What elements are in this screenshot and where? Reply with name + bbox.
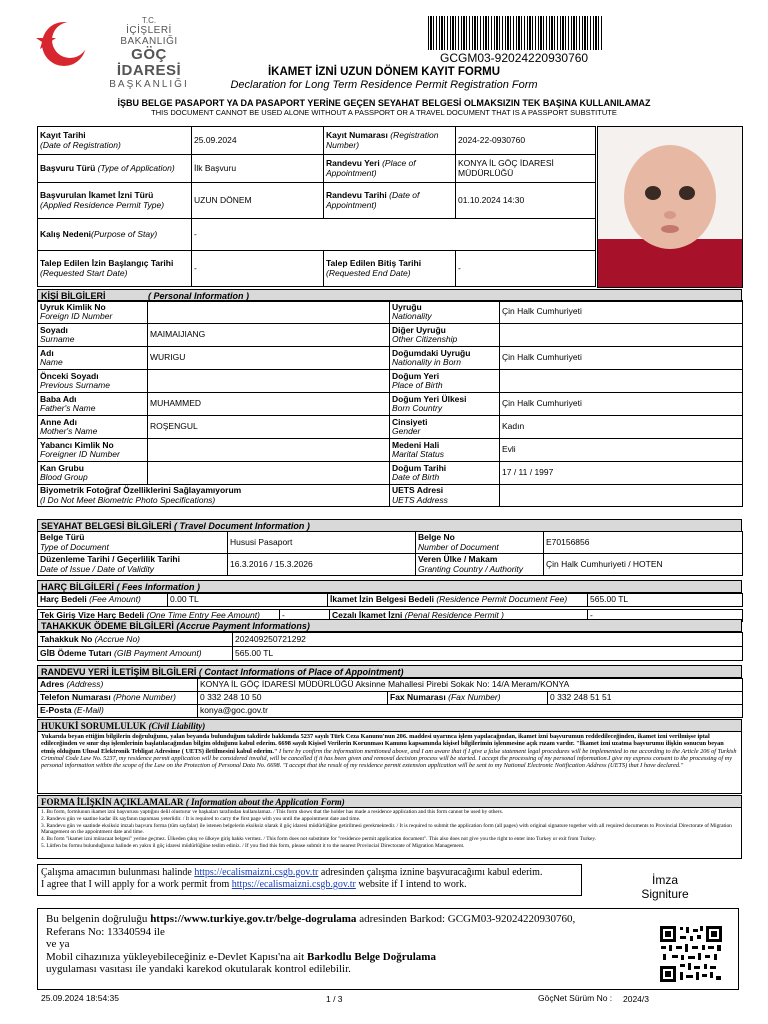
- fee-label: Harç Bedeli (Fee Amount): [38, 594, 168, 607]
- contact-header: RANDEVU YERİ İLETİŞİM BİLGİLERİ ( Contact Informations of Place of Appointment): [37, 665, 742, 678]
- address-value: KONYA İL GÖÇ İDARESİ MÜDÜRLÜĞÜ Aksinne Mahallesi Pirebi Sokak No: 14/A Meram/KONYA: [198, 679, 743, 692]
- form-note-item: 4. Bu form "ikamet izni müracaat belgesi" yerine geçmez. Ülkeden çıkış ve ülkeye giriş hakkı vermez. / This form does not substitute for "residence permit application document". This also does not give you the right to enter into Turkey or exit from Turkey.: [41, 836, 597, 843]
- personal-left-value: MAIMAIJIANG: [148, 324, 390, 347]
- visa-fee-label: Tek Giriş Vize Harç Bedeli (One Time Entry Fee Amount): [38, 609, 280, 622]
- personal-right-label: Doğum Tarihi Date of Birth: [390, 462, 500, 485]
- permit-fee-label: İkamet İzin Belgesi Bedeli (Residence Permit Document Fee): [328, 594, 588, 607]
- personal-left-label: Yabancı Kimlik No Foreigner ID Number: [38, 439, 148, 462]
- purpose-value: -: [192, 219, 596, 251]
- personal-right-value: [500, 485, 743, 507]
- appt-place-label: Randevu Yeri (Place of Appointment): [324, 155, 456, 183]
- personal-left-value: WURIGU: [148, 347, 390, 370]
- permit-fee-value: 565.00 TL: [588, 594, 743, 607]
- fax-label: Fax Numarası (Fax Number): [388, 692, 548, 705]
- gib-amount-label: GİB Ödeme Tutarı (GIB Payment Amount): [38, 647, 233, 661]
- end-date-value: -: [456, 251, 596, 287]
- doc-no-value: E70156856: [544, 532, 743, 554]
- personal-left-label: Baba Adı Father's Name: [38, 393, 148, 416]
- work-permit-link-en[interactable]: https://ecalismaizni.csgb.gov.tr: [231, 879, 356, 890]
- qr-code-icon: [658, 924, 724, 984]
- personal-right-value: Evli: [500, 439, 743, 462]
- personal-right-label: Uyruğu Nationality: [390, 301, 500, 324]
- accrue-header: TAHAKKUK ÖDEME BİLGİLERİ (Accrue Payment Informations): [37, 619, 742, 632]
- personal-left-value: [148, 439, 390, 462]
- personal-info-row: [38, 485, 743, 507]
- personal-left-label: Önceki Soyadı Previous Surname: [38, 370, 148, 393]
- personal-right-label: Diğer Uyruğu Other Citizenship: [390, 324, 500, 347]
- ministry-logo-text: T.C. İÇİŞLERİ BAKANLIĞI GÖÇ İDARESİ BAŞKANLIĞI: [109, 16, 189, 90]
- doc-type-label: Belge Türü Type of Document: [38, 532, 228, 554]
- appt-date-label: Randevu Tarihi (Date of Appointment): [324, 183, 456, 219]
- personal-info-row: [38, 393, 743, 416]
- personal-right-value: Çin Halk Cumhuriyeti: [500, 301, 743, 324]
- print-datetime: 25.09.2024 18:54:35: [41, 993, 119, 1003]
- personal-left-label: Biyometrik Fotoğraf Özelliklerini Sağlayamıyorum (I Do Not Meet Biometric Photo Specifications): [38, 485, 390, 507]
- penal-permit-value: -: [588, 609, 743, 622]
- version-label: GöçNet Sürüm No :: [538, 993, 613, 1003]
- form-note-item: 5. Lütfen bu formu bulunduğunuz halinde en yakın il göç idaresi müdürlüğüne teslim ediniz. / If you find this form, please submit it to the nearest Provincial Directorate of Migration Management.: [41, 842, 465, 849]
- work-permit-statement: Çalışma amacımın bulunması halinde https://ecalismaizni.csgb.gov.tr adresinden çalışma iznine başvuracağımı kabul ederim. I agree that I will apply for a work permit from https://ecalismaizni.csgb.gov.tr website if I intend to work.: [37, 864, 582, 896]
- reg-date-value: 25.09.2024: [192, 127, 324, 155]
- personal-info-header: KİŞİ BİLGİLERİ ( Personal Information ): [37, 289, 742, 302]
- personal-right-label: Doğumdaki Uyruğu Nationality in Born: [390, 347, 500, 370]
- legal-text: Yukarıda beyan ettiğim bilgilerin doğruluğunu, yalan beyanda bulunduğum takdirde hakkımda 5237 sayılı Türk Ceza Kanunu'nun 206. maddesi uyarınca işlem yapılacağından, ikamet izni başvurumun reddedileceğinden, ikamet izni verilmişse iptal edileceğinden ve sınır dışı işlemlerinin başlatılacağından bilgim olduğunu kabul ederim. 6698 sayılı Kişisel Verilerin Korunması Kanunu kapsamında kişisel bilgilerimin işlenmesine açık rızam vardır. "İkamet izni uzatma başvurumu ilişkin sonucun beyan etmiş olduğum Ulusal Elektronik Tebligat Adresime ( UETS) iletilmesini kabul ederim." I here by confirm the information mentioned above, and I am aware that if I give a false statement legal procedures will be implemented to me according to the Article 206 of Turkish Criminal Code Law No. 5237, my residence permit application will be considered invalid, will be cancelled if it has been given and removal decision process will be started. I accept the processing of my personal information.I give my express consent to the processing of my personal information within the scope of the Law on the Protection of Personal Data No. 6698. "I accept that the result of my residence permit extension application will be sent to my National Electronic Notification Address (UETS) that I have declared.": [37, 731, 742, 794]
- permit-type-value: UZUN DÖNEM: [192, 183, 324, 219]
- legal-header: HUKUKİ SORUMLULUK (Civil Liability): [37, 719, 742, 732]
- app-type-label: Başvuru Türü (Type of Application): [38, 155, 192, 183]
- personal-info-table: [37, 300, 742, 507]
- form-subtitle: Declaration for Long Term Residence Permit Registration Form: [230, 79, 538, 91]
- personal-info-row: [38, 462, 743, 485]
- reg-date-label: Kayıt Tarihi (Date of Registration): [38, 127, 192, 155]
- end-date-label: Talep Edilen Bitiş Tarihi (Requested End Date): [324, 251, 456, 287]
- purpose-label: Kalış Nedeni(Purpose of Stay): [38, 219, 192, 251]
- personal-info-row: [38, 370, 743, 393]
- doc-no-label: Belge No Number of Document: [416, 532, 544, 554]
- personal-right-value: 17 / 11 / 1997: [500, 462, 743, 485]
- fax-value: 0 332 248 51 51: [548, 692, 743, 705]
- personal-left-label: Anne Adı Mother's Name: [38, 416, 148, 439]
- address-label: Adres (Address): [38, 679, 198, 692]
- fee-value: 0.00 TL: [168, 594, 328, 607]
- personal-right-label: Doğum Yeri Ülkesi Born Country: [390, 393, 500, 416]
- personal-left-value: [148, 462, 390, 485]
- personal-right-value: Çin Halk Cumhuriyeti: [500, 393, 743, 416]
- personal-right-value: [500, 370, 743, 393]
- granting-country-value: Çin Halk Cumhuriyeti / HOTEN: [544, 554, 743, 576]
- accrue-table: [37, 632, 742, 661]
- personal-right-label: Doğum Yeri Place of Birth: [390, 370, 500, 393]
- email-label: E-Posta (E-Mail): [38, 705, 198, 718]
- phone-label: Telefon Numarası (Phone Number): [38, 692, 198, 705]
- permit-type-label: Başvurulan İkamet İzni Türü (Applied Residence Permit Type): [38, 183, 192, 219]
- form-title: İKAMET İZNİ UZUN DÖNEM KAYIT FORMU: [267, 66, 501, 78]
- personal-right-value: Kadın: [500, 416, 743, 439]
- personal-info-row: [38, 416, 743, 439]
- personal-left-value: [148, 370, 390, 393]
- form-notes-header: FORMA İLİŞKİN AÇIKLAMALAR ( Information about the Application Form): [37, 795, 742, 808]
- barcode-text: GCGM03-92024220930760: [440, 51, 589, 65]
- form-note-item: 1. Bu form, formlunun ikamet izni başvurusu yaptığını delil olusturur ve başkaları tarafından kullanılamaz. / This form shows that the holder has made a residence application and this form cannot be used by others.: [41, 809, 504, 815]
- ministry-logo-icon: [34, 18, 94, 70]
- verification-text: Bu belgenin doğruluğu https://www.turkiye.gov.tr/belge-dogrulama adresinden Barkod: GCGM03-92024220930760, Referans No: 13340594 ile ve ya Mobil cihazınıza yükleyebileceğiniz e-Devlet Kapısı'na ait Barkodlu Belge Doğrulama uygulaması vasıtası ile yandaki karekod okutularak kontrol edilebilir.: [46, 913, 576, 975]
- barcode: [428, 16, 604, 50]
- appt-date-value: 01.10.2024 14:30: [456, 183, 596, 219]
- personal-left-value: [148, 301, 390, 324]
- accrue-no-label: Tahakkuk No (Accrue No): [38, 633, 233, 647]
- fees-table: [37, 593, 742, 622]
- version-value: 2024/3: [623, 994, 649, 1004]
- appt-place-value: KONYA İL GÖÇ İDARESİ MÜDÜRLÜĞÜ: [456, 155, 596, 183]
- email-value: konya@goc.gov.tr: [198, 705, 743, 718]
- phone-value: 0 332 248 10 50: [198, 692, 388, 705]
- personal-info-row: [38, 439, 743, 462]
- app-type-value: İlk Başvuru: [192, 155, 324, 183]
- notice-en: THIS DOCUMENT CANNOT BE USED ALONE WITHOUT A PASSPORT OR A TRAVEL DOCUMENT THAT IS A PASSPORT SUBSTITUTE: [151, 108, 617, 117]
- form-note-item: 2. Randevu gün ve saatine kadar ilk sayfanın taşınması yeterlidir. / It is required to carry the first page with you until the appointment date and time.: [41, 815, 361, 822]
- personal-info-row: [38, 301, 743, 324]
- application-info-table: [37, 126, 595, 287]
- granting-country-label: Veren Ülke / Makam Granting Country / Authority: [416, 554, 544, 576]
- form-notes-list: [37, 807, 742, 859]
- page-number: 1 / 3: [326, 994, 343, 1004]
- personal-right-label: Medeni Hali Marital Status: [390, 439, 500, 462]
- personal-left-label: Soyadı Surname: [38, 324, 148, 347]
- personal-left-label: Adı Name: [38, 347, 148, 370]
- signature-label: İmza Signiture: [641, 873, 689, 901]
- personal-left-label: Uyruk Kimlik No Foreign ID Number: [38, 301, 148, 324]
- doc-type-value: Hususi Pasaport: [228, 532, 416, 554]
- accrue-no-value: 202409250721292: [233, 633, 743, 647]
- fees-header: HARÇ BİLGİLERİ ( Fees Information ): [37, 580, 742, 593]
- travel-info-table: [37, 531, 742, 576]
- notice-tr: İŞBU BELGE PASAPORT YA DA PASAPORT YERİNE GEÇEN SEYAHAT BELGESİ OLMAKSIZIN TEK BAŞINA KULLANILAMAZ: [117, 98, 651, 108]
- penal-permit-label: Cezalı İkamet İzni (Penal Residence Permit ): [330, 609, 588, 622]
- form-note-item: 3. Randevu gün ve saatinde eksiksiz imzalı başvuru forma (tüm sayfalar) ile istenen belgelerin eksiksiz olarak il göç idaresi müdürlüğüne getirilmesi gerekmektedir. / It is required to submit the application form (all pages) with original signature together with all required documents to Provincial Directorate of Migration Management on the appointment date and time.: [41, 822, 732, 836]
- work-permit-link[interactable]: https://ecalismaizni.csgb.gov.tr: [194, 867, 319, 878]
- personal-left-value: MUHAMMED: [148, 393, 390, 416]
- reg-no-label: Kayıt Numarası (Registration Number): [324, 127, 456, 155]
- gib-amount-value: 565.00 TL: [233, 647, 743, 661]
- contact-table: [37, 678, 742, 718]
- reg-no-value: 2024-22-0930760: [456, 127, 596, 155]
- travel-info-header: SEYAHAT BELGESİ BİLGİLERİ ( Travel Document Information ): [37, 519, 742, 532]
- personal-right-value: [500, 324, 743, 347]
- personal-info-row: [38, 347, 743, 370]
- start-date-value: -: [192, 251, 324, 287]
- issue-date-label: Düzenleme Tarihi / Geçerlilik Tarihi Date of Issue / Date of Validity: [38, 554, 228, 576]
- personal-right-value: Çin Halk Cumhuriyeti: [500, 347, 743, 370]
- personal-left-value: ROŞENGUL: [148, 416, 390, 439]
- personal-left-label: Kan Grubu Blood Group: [38, 462, 148, 485]
- personal-info-row: [38, 324, 743, 347]
- applicant-photo: [597, 126, 743, 288]
- start-date-label: Talep Edilen İzin Başlangıç Tarihi (Requested Start Date): [38, 251, 192, 287]
- verification-url: https://www.turkiye.gov.tr/belge-dogrulama: [150, 913, 357, 925]
- visa-fee-value: -: [280, 609, 330, 622]
- issue-date-value: 16.3.2016 / 15.3.2026: [228, 554, 416, 576]
- personal-right-label: Cinsiyeti Gender: [390, 416, 500, 439]
- personal-right-label: UETS Adresi UETS Address: [390, 485, 500, 507]
